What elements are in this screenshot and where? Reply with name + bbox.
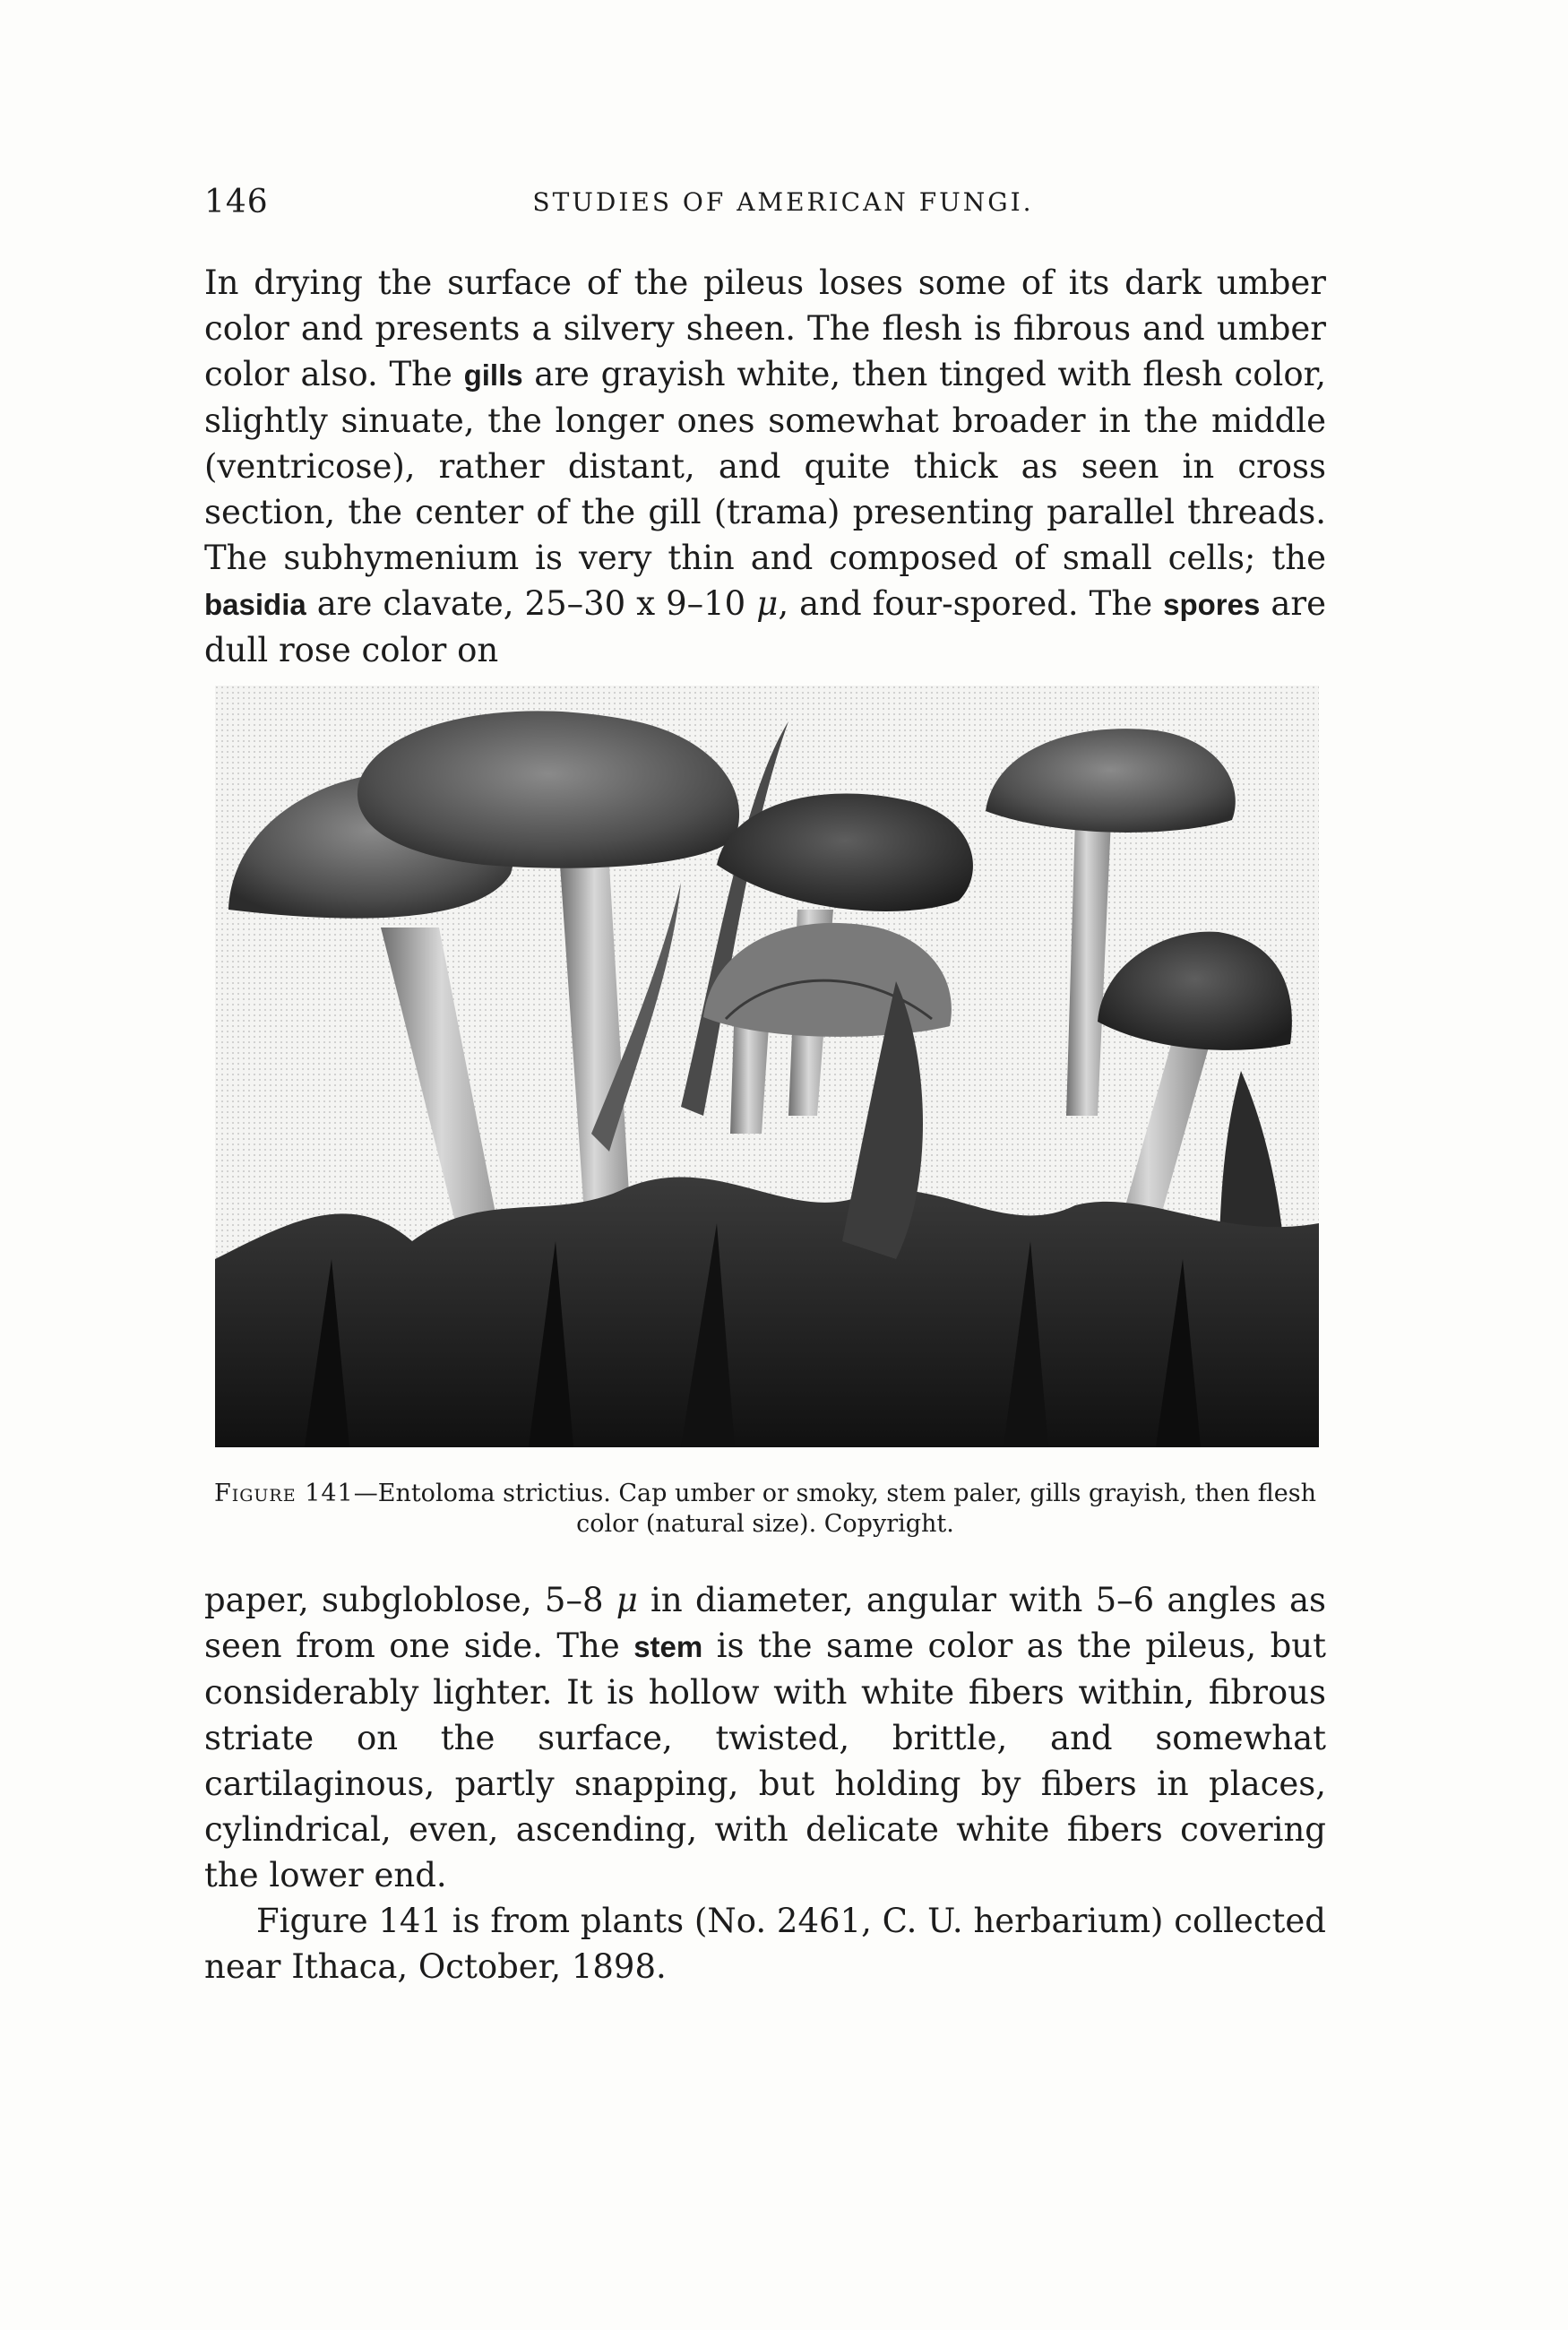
term-gills: gills: [463, 358, 523, 392]
mushroom-photograph: [215, 686, 1319, 1447]
page-number: 146: [204, 184, 269, 220]
term-spores: spores: [1163, 588, 1261, 621]
figure-caption: [204, 1479, 1326, 1540]
top-text-block: [204, 260, 1326, 673]
running-head: [204, 184, 1326, 220]
caption-text: —Entoloma strictius. Cap umber or smoky, stem paler, gills grayish, then flesh color (natural size). Copyright.: [353, 1480, 1316, 1538]
paragraph-figure-source: Figure 141 is from plants (No. 2461, C. U. herbarium) collected near Ithaca, October, 1898.: [204, 1902, 1326, 1986]
caption-label: Figure 141: [214, 1480, 354, 1507]
running-title: STUDIES OF AMERICAN FUNGI.: [532, 187, 1034, 217]
term-basidia: basidia: [204, 588, 306, 621]
bottom-text-block: [204, 1577, 1326, 1989]
paragraph-spores-stem: paper, subgloblose, 5–8 μ in diameter, angular with 5–6 angles as seen from one side. The stem is the same color as the pileus, but considerably lighter. It is hollow with white fibers within, fibrous striate on the surface, twisted, brittle, and somewhat cartilaginous, partly snapping, but holding by fibers in places, cylindrical, even, ascending, with delicate white fibers covering the lower end.: [204, 1581, 1326, 1894]
entoloma-illustration: [215, 686, 1319, 1447]
paragraph-gills-description: In drying the surface of the pileus loses some of its dark umber color and presents a silvery sheen. The flesh is fibrous and umber color also. The gills are grayish white, then tinged with flesh color, slightly sinuate, the longer ones somewhat broader in the middle (ventricose), rather distant, and quite thick as seen in cross section, the center of the gill (trama) presenting parallel threads. The subhymenium is very thin and composed of small cells; the basidia are clavate, 25–30 x 9–10 μ, and four-spored. The spores are dull rose color on: [204, 263, 1327, 669]
term-stem: stem: [633, 1630, 703, 1663]
